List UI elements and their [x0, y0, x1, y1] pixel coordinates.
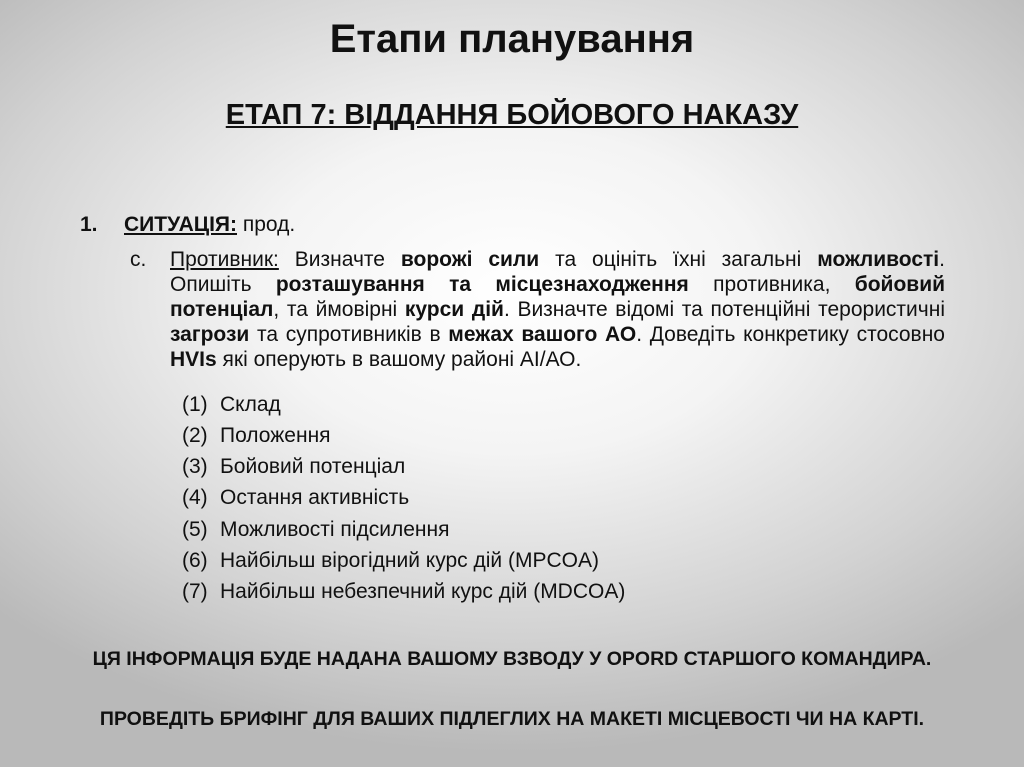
- stage-heading-text: ЕТАП 7: ВІДДАННЯ БОЙОВОГО НАКАЗУ: [225, 99, 799, 131]
- enemy-text: противника,: [688, 273, 855, 296]
- situation-line: [124, 212, 295, 237]
- sub-item-number: (4): [182, 486, 208, 509]
- enemy-bold: можливості: [817, 248, 940, 271]
- enemy-bold: межах вашого АО: [448, 323, 637, 346]
- enemy-bold: ворожі сили: [400, 248, 540, 271]
- sub-item-number: (6): [182, 549, 208, 572]
- sub-item: [182, 454, 405, 479]
- enemy-bold: розташування та місцезнаходження: [275, 273, 689, 296]
- sub-item: [182, 423, 331, 448]
- sub-item-number: (3): [182, 455, 208, 478]
- sub-item: [182, 548, 599, 573]
- sub-item-text: Можливості підсилення: [220, 518, 450, 541]
- situation-suffix: прод.: [237, 213, 296, 236]
- sub-item-text: Склад: [220, 393, 281, 416]
- slide-title: Етапи планування: [329, 17, 695, 61]
- sub-item-text: Найбільш небезпечний курс дій (MDCOA): [220, 580, 626, 603]
- enemy-bold: HVIs: [170, 348, 217, 371]
- enemy-text: . Доведіть конкретику стосовно: [636, 323, 945, 346]
- sub-item-text: Остання активність: [220, 486, 410, 509]
- enemy-text: які оперують в вашому районі АІ/АО.: [216, 348, 582, 371]
- sub-item-text: Положення: [220, 424, 331, 447]
- situation-label: СИТУАЦІЯ:: [124, 213, 237, 236]
- sub-item: [182, 392, 281, 417]
- sub-item: [182, 485, 409, 510]
- enemy-text: та оцініть їхні загальні: [539, 248, 818, 271]
- enemy-text: . Опишіть: [170, 248, 945, 296]
- enemy-text: Визначте: [278, 248, 401, 271]
- situation-number: 1.: [80, 213, 98, 236]
- enemy-text: , та ймовірні: [273, 298, 405, 321]
- sub-item: [182, 579, 625, 604]
- sub-item-text: Бойовий потенціал: [220, 455, 406, 478]
- enemy-paragraph: [170, 247, 945, 372]
- footer-note-1: ЦЯ ІНФОРМАЦІЯ БУДЕ НАДАНА ВАШОМУ ВЗВОДУ У OPORD СТАРШОГО КОМАНДИРА.: [92, 648, 932, 670]
- enemy-bold: бойовий потенціал: [170, 273, 946, 321]
- enemy-bold: загрози: [170, 323, 250, 346]
- enemy-marker: c.: [130, 248, 147, 271]
- sub-item-number: (1): [182, 393, 208, 416]
- sub-item-number: (2): [182, 424, 208, 447]
- enemy-text: та супротивників в: [249, 323, 449, 346]
- enemy-label: Противник:: [170, 248, 279, 271]
- sub-item-text: Найбільш вірогідний курс дій (MPCOA): [220, 549, 599, 572]
- sub-item-number: (7): [182, 580, 208, 603]
- footer-note-2: ПРОВЕДІТЬ БРИФІНГ ДЛЯ ВАШИХ ПІДЛЕГЛИХ НА МАКЕТІ МІСЦЕВОСТІ ЧИ НА КАРТІ.: [99, 708, 925, 730]
- sub-item: [182, 517, 449, 542]
- enemy-bold: курси дій: [404, 298, 504, 321]
- sub-item-number: (5): [182, 518, 208, 541]
- stage-heading: [0, 96, 1024, 134]
- enemy-text: . Визначте відомі та потенційні терористичні: [503, 298, 945, 321]
